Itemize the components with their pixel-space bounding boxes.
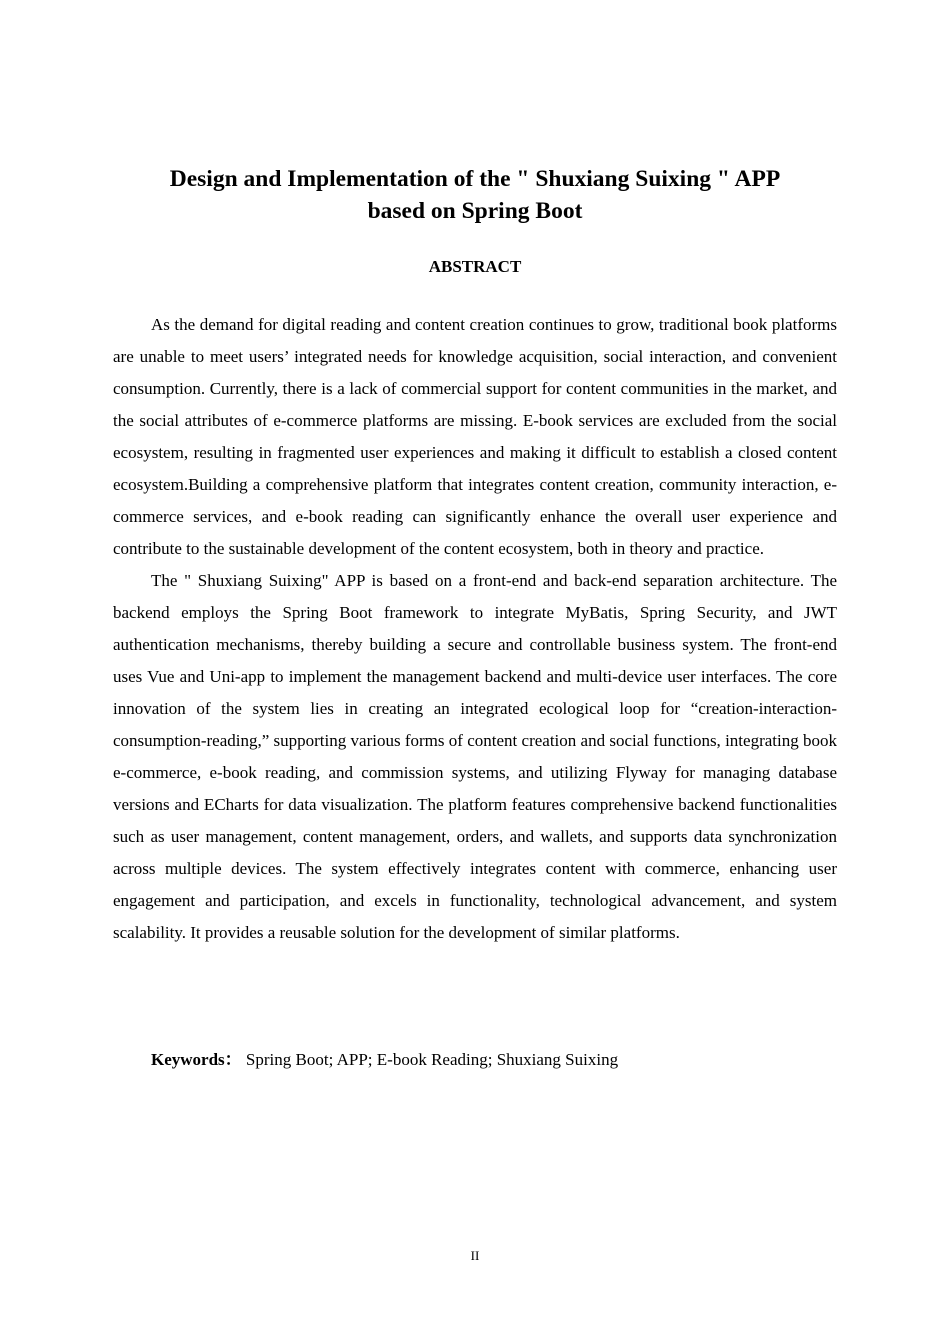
page-number: II — [470, 1248, 480, 1263]
abstract-paragraph-1: As the demand for digital reading and content creation continues to grow, traditional book platforms are unable to meet users’ integrated needs for knowledge acquisition, social interaction, and convenient consumption. Currently, there is a lack of commercial support for content communities in the market, and the social attributes of e-commerce platforms are missing. E-book services are excluded from the social ecosystem, resulting in fragmented user experiences and making it difficult to establish a closed content ecosystem.Building a comprehensive platform that integrates content creation, community interaction, e-commerce services, and e-book reading can significantly enhance the overall user experience and contribute to the sustainable development of the content ecosystem, both in theory and practice. — [113, 315, 837, 558]
keywords-line — [151, 1044, 837, 1076]
paper-title-line-2: based on Spring Boot — [367, 198, 583, 224]
keywords-value: Spring Boot; APP; E-book Reading; Shuxiang Suixing — [245, 1050, 619, 1069]
paper-title — [113, 163, 837, 227]
abstract-body — [113, 309, 837, 949]
abstract-paragraph-2: The " Shuxiang Suixing" APP is based on a front-end and back-end separation architecture. The backend employs the Spring Boot framework to integrate MyBatis, Spring Security, and JWT authentication mechanisms, thereby building a secure and controllable business system. The front-end uses Vue and Uni-app to implement the management backend and multi-device user interfaces. The core innovation of the system lies in creating an integrated ecological loop for “creation-interaction-consumption-reading,” supporting various forms of content creation and social functions, integrating book e-commerce, e-book reading, and commission systems, and utilizing Flyway for managing database versions and ECharts for data visualization. The platform features comprehensive backend functionalities such as user management, content management, orders, and wallets, and supports data synchronization across multiple devices. The system effectively integrates content with commerce, enhancing user engagement and participation, and excels in functionality, technological advancement, and system scalability. It provides a reusable solution for the development of similar platforms. — [113, 571, 837, 942]
keywords-label: Keywords： — [151, 1050, 242, 1069]
paper-title-line-1: Design and Implementation of the " Shuxiang Suixing " APP — [169, 166, 781, 192]
abstract-heading: ABSTRACT — [428, 257, 522, 276]
